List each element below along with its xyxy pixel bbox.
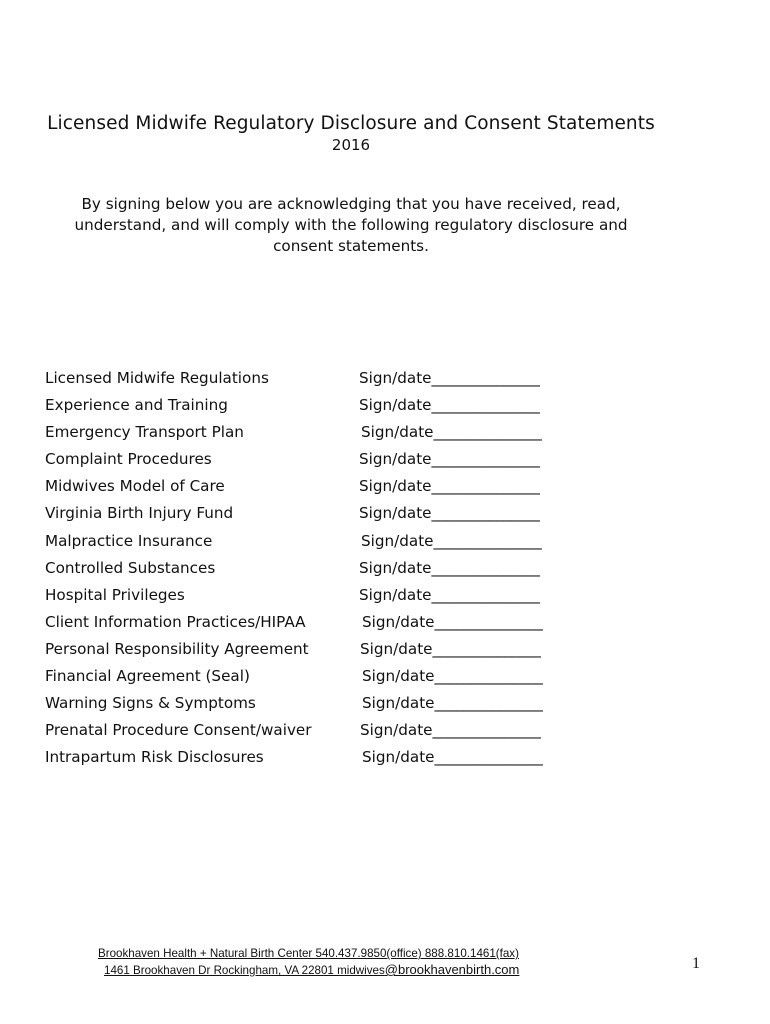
intro-line-2: understand, and will comply with the following regulatory disclosure and: [74, 216, 628, 234]
sign-date-field[interactable]: Sign/date_______________: [359, 450, 540, 469]
disclosure-label: Hospital Privileges: [45, 585, 185, 604]
disclosure-label: Financial Agreement (Seal): [45, 667, 250, 686]
disclosure-label: Warning Signs & Symptoms: [45, 694, 256, 713]
sign-date-field[interactable]: Sign/date_______________: [361, 531, 542, 550]
disclosure-label: Midwives Model of Care: [45, 477, 225, 496]
sign-date-field[interactable]: Sign/date_______________: [359, 504, 540, 523]
disclosure-row: [45, 556, 605, 583]
sign-date-field[interactable]: Sign/date_______________: [359, 369, 540, 387]
sign-date-field[interactable]: Sign/date_______________: [360, 639, 541, 658]
sign-date-field[interactable]: Sign/date_______________: [362, 694, 543, 713]
disclosure-row: [45, 745, 605, 772]
disclosure-label: Controlled Substances: [45, 558, 216, 577]
sign-date-field[interactable]: Sign/date_______________: [359, 558, 540, 577]
disclosure-row: [45, 583, 605, 610]
intro-line-1: By signing below you are acknowledging that you have received, read,: [81, 195, 621, 213]
page-number: 1: [692, 955, 700, 972]
footer-contact: [98, 946, 519, 979]
email-domain: @brookhavenbirth.com: [384, 962, 520, 977]
disclosure-label: Client Information Practices/HIPAA: [45, 612, 306, 631]
disclosure-row: [45, 474, 605, 501]
document-year: 2016: [331, 136, 371, 154]
disclosure-list: [45, 366, 605, 772]
disclosure-label: Intrapartum Risk Disclosures: [45, 748, 264, 767]
disclosure-row: [45, 420, 605, 447]
disclosure-row: [45, 637, 605, 664]
intro-line-3: consent statements.: [273, 237, 429, 255]
footer-address-line-1: Brookhaven Health + Natural Birth Center 540.437.9850(office) 888.810.1461(fax): [98, 947, 519, 960]
disclosure-label: Virginia Birth Injury Fund: [45, 504, 234, 523]
disclosure-row: [45, 691, 605, 718]
sign-date-field[interactable]: Sign/date_______________: [362, 612, 543, 631]
disclosure-label: Malpractice Insurance: [45, 531, 213, 550]
sign-date-field[interactable]: Sign/date_______________: [359, 477, 540, 496]
disclosure-row: [45, 529, 605, 556]
sign-date-field[interactable]: Sign/date_______________: [359, 396, 540, 415]
disclosure-label: Emergency Transport Plan: [45, 423, 244, 442]
disclosure-label: Personal Responsibility Agreement: [45, 639, 309, 658]
disclosure-row: [45, 664, 605, 691]
sign-date-field[interactable]: Sign/date_______________: [362, 748, 543, 767]
sign-date-field[interactable]: Sign/date_______________: [359, 585, 540, 604]
disclosure-row: [45, 610, 605, 637]
disclosure-row: [45, 501, 605, 528]
disclosure-label: Experience and Training: [45, 396, 228, 415]
disclosure-label: Licensed Midwife Regulations: [45, 369, 269, 387]
sign-date-field[interactable]: Sign/date_______________: [362, 667, 543, 686]
disclosure-row: [45, 718, 605, 745]
sign-date-field[interactable]: Sign/date_______________: [360, 721, 541, 740]
disclosure-row: [45, 393, 605, 420]
sign-date-field[interactable]: Sign/date_______________: [361, 423, 542, 442]
disclosure-row: [45, 447, 605, 474]
disclosure-label: Complaint Procedures: [45, 450, 212, 469]
document-title: Licensed Midwife Regulatory Disclosure and Consent Statements: [47, 113, 655, 134]
disclosure-label: Prenatal Procedure Consent/waiver: [45, 721, 312, 740]
footer-address-line-2: 1461 Brookhaven Dr Rockingham, VA 22801 midwives@brookhavenbirth.com: [104, 962, 520, 977]
disclosure-row: [45, 366, 605, 393]
intro-paragraph: [60, 194, 642, 257]
